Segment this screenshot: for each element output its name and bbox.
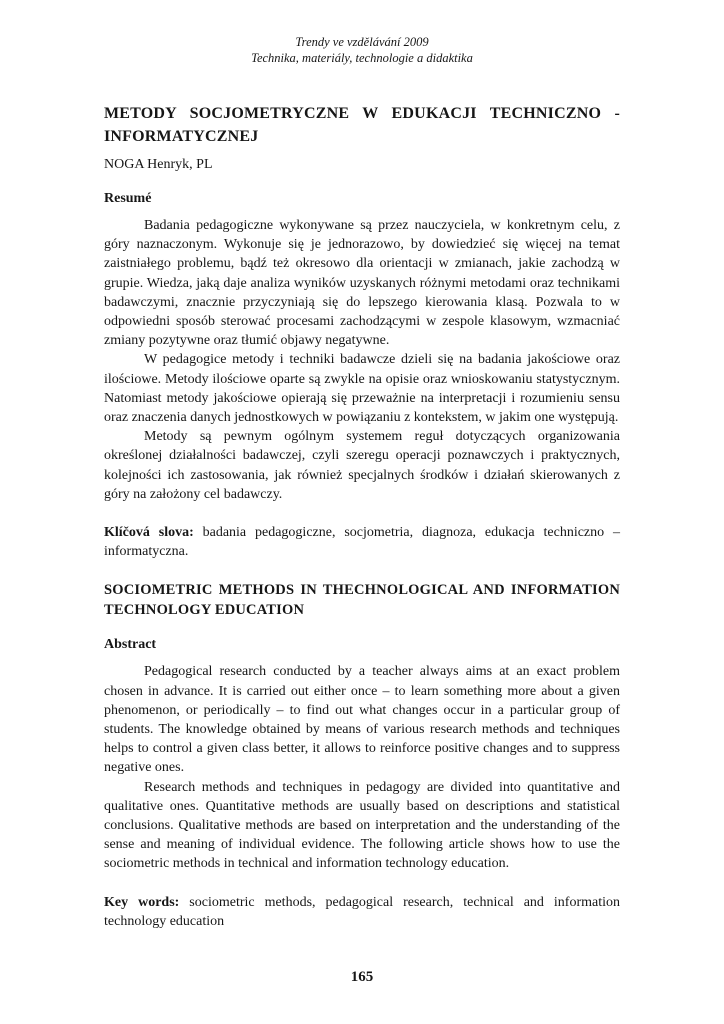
keywords-en-label: Key words:: [104, 894, 180, 910]
keywords-pl: [104, 523, 620, 561]
keywords-pl-label: Klíčová slova:: [104, 525, 194, 541]
resume-paragraph: Metody są pewnym ogólnym systemem reguł dotyczących organizowania określonej działalności badawczej, czyli szeregu operacji poznawczych i praktycznych, kolejności ich zastosowania, jak również specjalnych środków i działań skierowanych z góry na założony cel badawczy.: [104, 429, 620, 502]
running-head-line-1: Trendy ve vzdělávání 2009: [295, 35, 429, 49]
paper-title-pl: METODY SOCJOMETRYCZNE W EDUKACJI TECHNICZNO - INFORMATYCZNEJ: [104, 105, 620, 145]
paper-title-en: SOCIOMETRIC METHODS IN THECHNOLOGICAL AND INFORMATION TECHNOLOGY EDUCATION: [104, 582, 620, 619]
running-head-line-2: Technika, materiály, technologie a didaktika: [251, 51, 473, 65]
resume-heading: Resumé: [104, 191, 152, 206]
abstract-paragraph: Research methods and techniques in pedagogy are divided into quantitative and qualitative ones. Quantitative methods are usually based on descriptions and statistical conclusions. Qualitative methods are based on interpretation and the understanding of the sense and meaning of individual evidence. The following article shows how to use the sociometric methods in technical and information technology education.: [104, 779, 620, 872]
resume-paragraph: Badania pedagogiczne wykonywane są przez nauczyciela, w konkretnym celu, z góry naznaczonym. Wykonuje się je jednorazowo, by dowiedzieć się więcej na temat zaistniałego problemu, bądź też okresowo dla orientacji w zmianach, jakie zachodzą w grupie. Wiedza, jaką daje analiza wyników uzyskanych różnymi metodami oraz technikami badawczymi, znacznie przyczyniają się do lepszego kierowania klasą. Pozwala to w odpowiedni sposób sterować procesami zachodzącymi w zespole klasowym, wzmacniać zmiany pozytywne oraz tłumić objawy negatywne.: [104, 218, 620, 349]
keywords-en: [104, 893, 620, 931]
keywords-pl-text: badania pedagogiczne, socjometria, diagnoza, edukacja techniczno – informatyczna.: [104, 525, 620, 560]
abstract-paragraph: Pedagogical research conducted by a teacher always aims at an exact problem chosen in advance. It is carried out either once – to learn something more about a given phenomenon, or periodically – to find out what changes occur in a particular group of students. The knowledge obtained by means of various research methods and techniques helps to control a given class better, it allows to reinforce positive changes and to suppress negative ones.: [104, 664, 620, 776]
page-number: 165: [350, 969, 374, 985]
abstract-heading: Abstract: [104, 637, 157, 653]
author-line: NOGA Henryk, PL: [104, 157, 213, 172]
resume-paragraph: W pedagogice metody i techniki badawcze dzieli się na badania jakościowe oraz ilościowe. Metody ilościowe oparte są zwykle na opisie oraz wnioskowaniu statystycznym. Natomiast metody jakościowe opierają się przeważnie na interpretacji i rozumieniu sensu oraz znaczenia danych jednostkowych w powiązaniu z kontekstem, w jakim one występują.: [104, 352, 620, 426]
keywords-en-text: sociometric methods, pedagogical research, technical and information technology education: [104, 894, 620, 929]
running-head: [104, 34, 620, 66]
